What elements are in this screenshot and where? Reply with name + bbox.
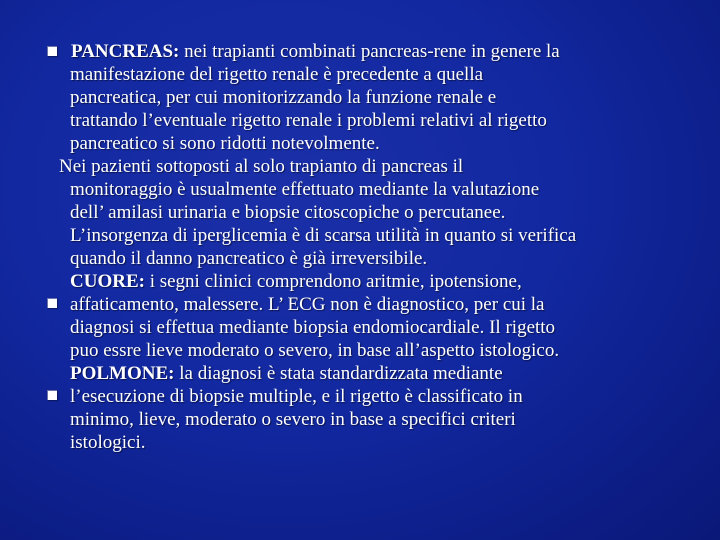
paragraph-line: affaticamento, malessere. L’ ECG non è diagnostico, per cui la	[70, 294, 545, 315]
paragraph-line: l’esecuzione di biopsie multiple, e il rigetto è classificato in	[70, 386, 523, 407]
paragraph-line: manifestazione del rigetto renale è precedente a quella	[70, 64, 484, 85]
pancreas-heading: PANCREAS:	[71, 41, 180, 62]
paragraph-line: POLMONE: la diagnosi è stata standardizzata mediante	[70, 363, 503, 384]
slide-content	[50, 40, 695, 454]
paragraph-line: monitoraggio è usualmente effettuato mediante la valutazione	[70, 179, 540, 200]
paragraph-line: CUORE: i segni clinici comprendono aritmie, ipotensione,	[70, 271, 522, 292]
paragraph-line: istologici.	[70, 432, 146, 453]
paragraph-line: trattando l’eventuale rigetto renale i problemi relativi al rigetto	[70, 110, 547, 131]
paragraph-line: diagnosi si effettua mediante biopsia endomiocardiale. Il rigetto	[70, 317, 556, 338]
paragraph-line: minimo, lieve, moderato o severo in base a specifici criteri	[70, 409, 516, 430]
pancreas-paragraph	[50, 40, 695, 155]
paragraph-line: quando il danno pancreatico è già irreversibile.	[70, 248, 428, 269]
paragraph-line: PANCREAS: nei trapianti combinati pancreas-rene in genere la	[71, 41, 560, 62]
polmone-heading: POLMONE:	[70, 363, 175, 384]
paragraph-line: Nei pazienti sottoposti al solo trapianto di pancreas il	[59, 156, 464, 177]
paragraph-line: L’insorgenza di iperglicemia è di scarsa utilità in quanto si verifica	[70, 225, 577, 246]
paragraph-line: pancreatico si sono ridotti notevolmente.	[70, 133, 380, 154]
paragraph-line: puo essre lieve moderato o severo, in base all’aspetto istologico.	[70, 340, 560, 361]
cuore-heading: CUORE:	[70, 271, 145, 292]
paragraph-line: dell’ amilasi urinaria e biopsie citoscopiche o percutanee.	[70, 202, 506, 223]
polmone-paragraph	[50, 362, 695, 454]
paragraph-line: pancreatica, per cui monitorizzando la funzione renale e	[70, 87, 497, 108]
pancreas-monitoring-paragraph	[50, 155, 695, 270]
cuore-paragraph	[50, 270, 695, 362]
